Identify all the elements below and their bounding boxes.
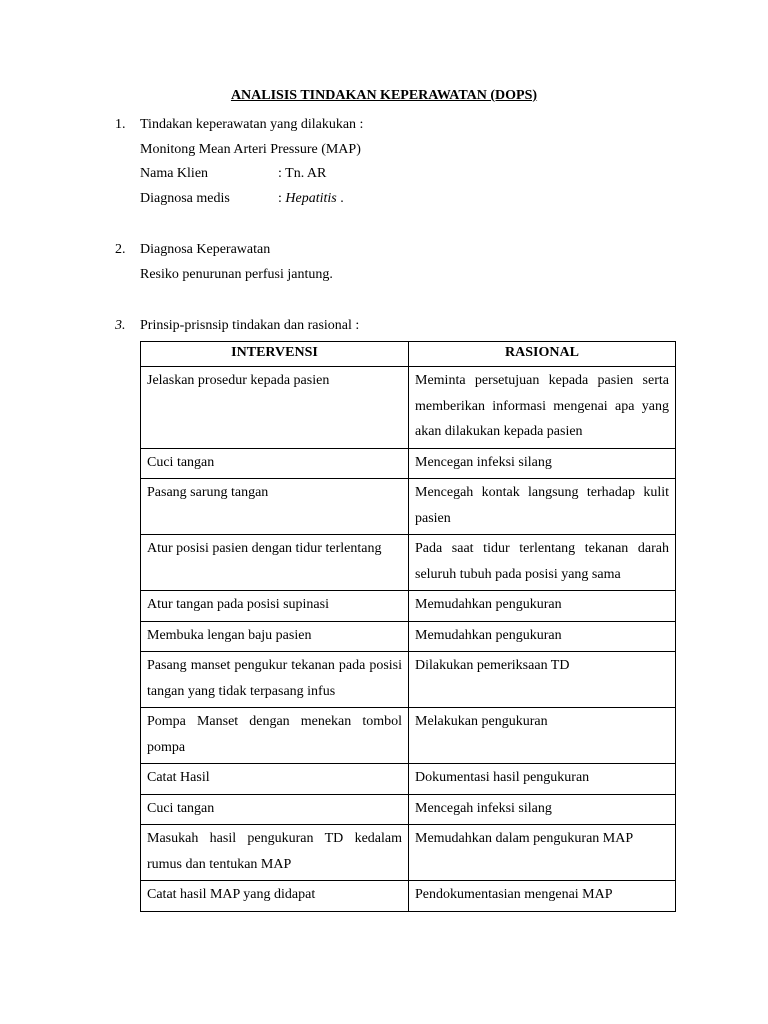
intervention-cell: Atur posisi pasien dengan tidur terlentang <box>141 535 409 591</box>
client-name-value <box>278 165 326 183</box>
table-row <box>141 708 676 764</box>
intervention-cell: Pasang manset pengukur tekanan pada posisi tangan yang tidak terpasang infus <box>141 652 409 708</box>
section-1-heading: Tindakan keperawatan yang dilakukan : <box>140 117 364 132</box>
section-1-number: 1. <box>115 117 126 132</box>
medical-diagnosis-label: Diagnosa medis <box>140 191 230 206</box>
document-title: ANALISIS TINDAKAN KEPERAWATAN (DOPS) <box>230 88 538 103</box>
header-intervensi: INTERVENSI <box>141 342 409 367</box>
intervention-cell: Atur tangan pada posisi supinasi <box>141 591 409 622</box>
rationale-cell: Memudahkan pengukuran <box>409 591 676 622</box>
intervention-cell: Catat hasil MAP yang didapat <box>141 881 409 912</box>
rationale-cell: Meminta persetujuan kepada pasien serta memberikan informasi mengenai apa yang akan dilakukan kepada pasien <box>409 367 676 449</box>
section-3-number: 3. <box>115 318 126 333</box>
section-2-heading: Diagnosa Keperawatan <box>140 242 271 257</box>
table-header-row <box>141 342 676 367</box>
client-name-label: Nama Klien <box>140 166 209 181</box>
rationale-cell: Memudahkan dalam pengukuran MAP <box>409 825 676 881</box>
nursing-diagnosis-text: Resiko penurunan perfusi jantung. <box>140 267 333 282</box>
table-row <box>141 448 676 479</box>
table-row <box>141 764 676 795</box>
rationale-cell: Pendokumentasian mengenai MAP <box>409 881 676 912</box>
intervention-cell: Cuci tangan <box>141 794 409 825</box>
rationale-cell: Melakukan pengukuran <box>409 708 676 764</box>
rationale-cell: Memudahkan pengukuran <box>409 621 676 652</box>
section-3-heading: Prinsip-prisnsip tindakan dan rasional : <box>140 318 360 333</box>
table-row <box>141 367 676 449</box>
field-separator: : <box>278 166 286 181</box>
intervention-cell: Masukah hasil pengukuran TD kedalam rumus dan tentukan MAP <box>141 825 409 881</box>
intervention-cell: Membuka lengan baju pasien <box>141 621 409 652</box>
procedure-name: Monitong Mean Arteri Pressure (MAP) <box>140 142 361 157</box>
field-separator: : <box>278 191 286 206</box>
intervention-cell: Cuci tangan <box>141 448 409 479</box>
section-2-number: 2. <box>115 242 126 257</box>
intervention-cell: Catat Hasil <box>141 764 409 795</box>
table-row <box>141 621 676 652</box>
table-row <box>141 479 676 535</box>
intervention-cell: Jelaskan prosedur kepada pasien <box>141 367 409 449</box>
medical-diagnosis-text: Hepatitis <box>285 191 337 206</box>
intervention-cell: Pasang sarung tangan <box>141 479 409 535</box>
rationale-cell: Dokumentasi hasil pengukuran <box>409 764 676 795</box>
rationale-cell: Mencegah infeksi silang <box>409 794 676 825</box>
client-name-text: Tn. AR <box>285 166 327 181</box>
rationale-cell: Dilakukan pemeriksaan TD <box>409 652 676 708</box>
principles-table <box>140 341 676 912</box>
table-row <box>141 652 676 708</box>
table-row <box>141 591 676 622</box>
rationale-cell: Pada saat tidur terlentang tekanan darah seluruh tubuh pada posisi yang sama <box>409 535 676 591</box>
rationale-cell: Mencegah kontak langsung terhadap kulit pasien <box>409 479 676 535</box>
intervention-cell: Pompa Manset dengan menekan tombol pompa <box>141 708 409 764</box>
header-rasional: RASIONAL <box>409 342 676 367</box>
table-row <box>141 535 676 591</box>
table-row <box>141 881 676 912</box>
table-row <box>141 825 676 881</box>
rationale-cell: Mencegan infeksi silang <box>409 448 676 479</box>
table-row <box>141 794 676 825</box>
field-suffix: . <box>336 191 344 206</box>
medical-diagnosis-value <box>278 190 344 208</box>
